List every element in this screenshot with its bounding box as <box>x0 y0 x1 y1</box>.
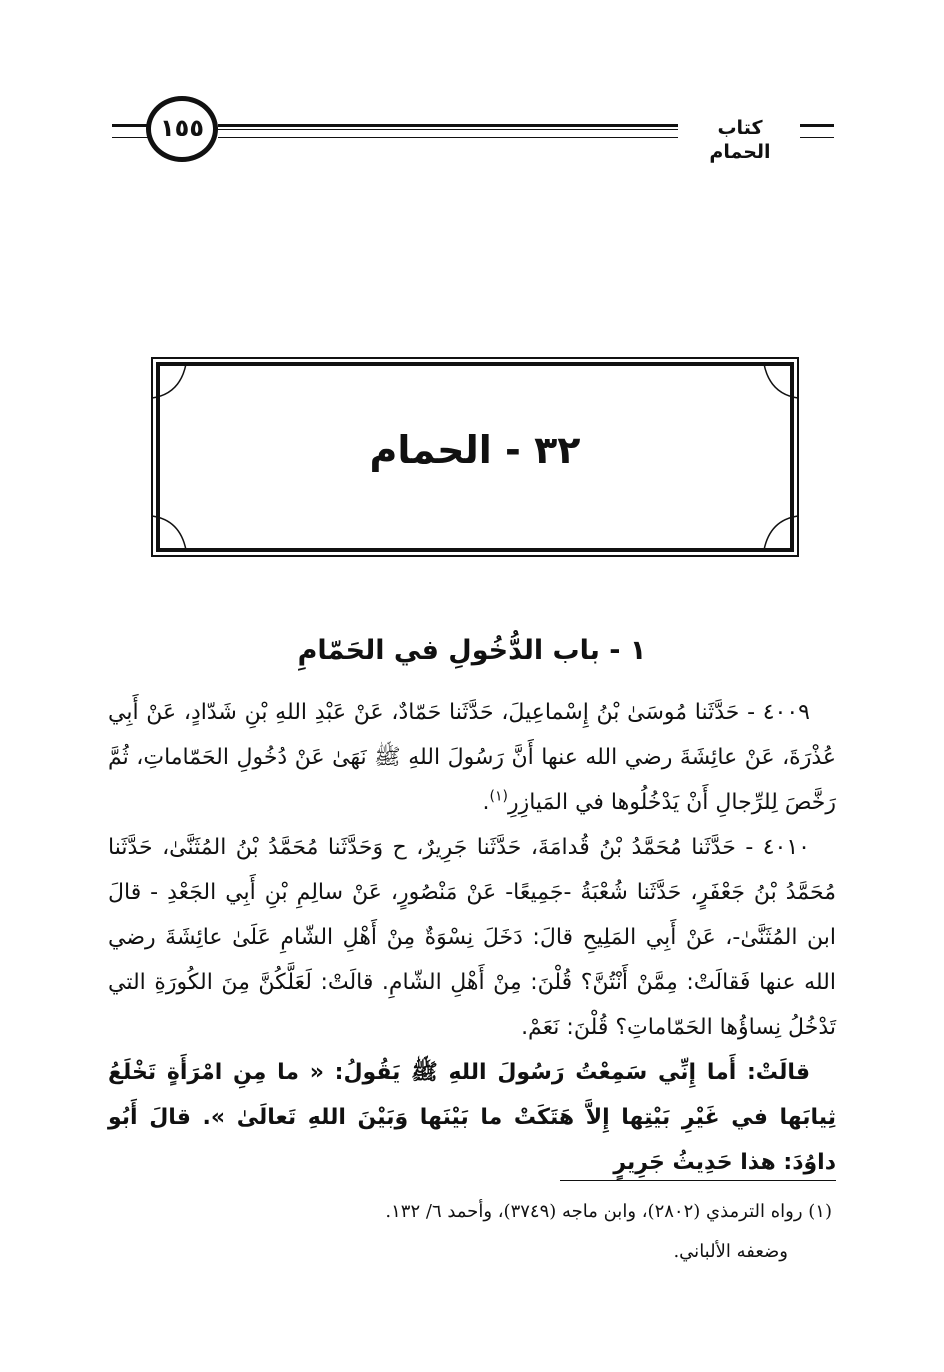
chapter-title: ٣٢ - الحمام <box>369 428 581 472</box>
footnote-1: (١) رواه الترمذي (٢٨٠٢)، وابن ماجه (٣٧٤٩)، وأحمد ٦/ ١٣٢. <box>385 1201 832 1222</box>
header-rule-left <box>112 124 150 138</box>
footnote-rule <box>560 1180 836 1181</box>
body-text <box>108 690 836 1185</box>
header-rule <box>218 124 678 138</box>
hadith-text: ٤٠٠٩ - حَدَّثَنا مُوسَىٰ بْنُ إِسْماعِيلَ، حَدَّثَنا حَمّادٌ، عَنْ عَبْدِ اللهِ بْنِ شَدّادٍ، عَنْ أَبِي عُذْرَةَ، عَنْ عائِشَةَ رضي الله عنها أَنَّ رَسُولَ اللهِ ﷺ نَهَىٰ عَنْ دُخُولِ الحَمّاماتِ، ثُمَّ رَخَّصَ لِلرِّجالِ أَنْ يَدْخُلُوها في المَيازِرِ <box>108 700 836 815</box>
footnote-1-continued: وضعفه الألباني. <box>673 1241 788 1262</box>
footnotes <box>108 1192 836 1272</box>
footnote-marker: (١) <box>489 788 508 805</box>
header-rule-outer <box>800 124 834 138</box>
section-heading: ١ - باب الدُّخُولِ في الحَمّامِ <box>297 635 647 666</box>
hadith-tail: . <box>482 790 490 815</box>
page-number: ١٥٥ <box>160 114 204 142</box>
hadith-4009 <box>108 690 836 825</box>
running-header-book-name: كتاب الحمام <box>709 117 771 163</box>
hadith-4010-continued: قالَتْ: أَما إِنِّي سَمِعْتُ رَسُولَ اللهِ ﷺ يَقُولُ: « ما مِنِ امْرَأَةٍ تَخْلَعُ ثِيابَها في غَيْرِ بَيْتِها إِلاَّ هَتَكَتْ ما بَيْنَها وَبَيْنَ اللهِ تَعالَىٰ ». قالَ أَبُو داوُدَ: هذا حَدِيثُ جَرِيرٍ <box>108 1060 836 1175</box>
hadith-4010: ٤٠١٠ - حَدَّثَنا مُحَمَّدُ بْنُ قُدامَةَ، حَدَّثَنا جَرِيرٌ، ح وَحَدَّثَنا مُحَمَّدُ بْنُ المُثَنَّىٰ، حَدَّثَنا مُحَمَّدُ بْنُ جَعْفَرٍ، حَدَّثَنا شُعْبَةُ -جَمِيعًا- عَنْ مَنْصُورٍ، عَنْ سالِمِ بْنِ أَبِي الجَعْدِ - قالَ ابن المُثَنَّىٰ-، عَنْ أَبِي المَلِيحِ قالَ: دَخَلَ نِسْوَةٌ مِنْ أَهْلِ الشّامِ عَلَىٰ عائِشَةَ رضي الله عنها فَقالَتْ: مِمَّنْ أَنْتُنَّ؟ قُلْنَ: مِنْ أَهْلِ الشّامِ. قالَتْ: لَعَلَّكُنَّ مِنَ الكُورَةِ التي تَدْخُلُ نِساؤُها الحَمّاماتِ؟ قُلْنَ: نَعَمْ. <box>108 835 836 1040</box>
